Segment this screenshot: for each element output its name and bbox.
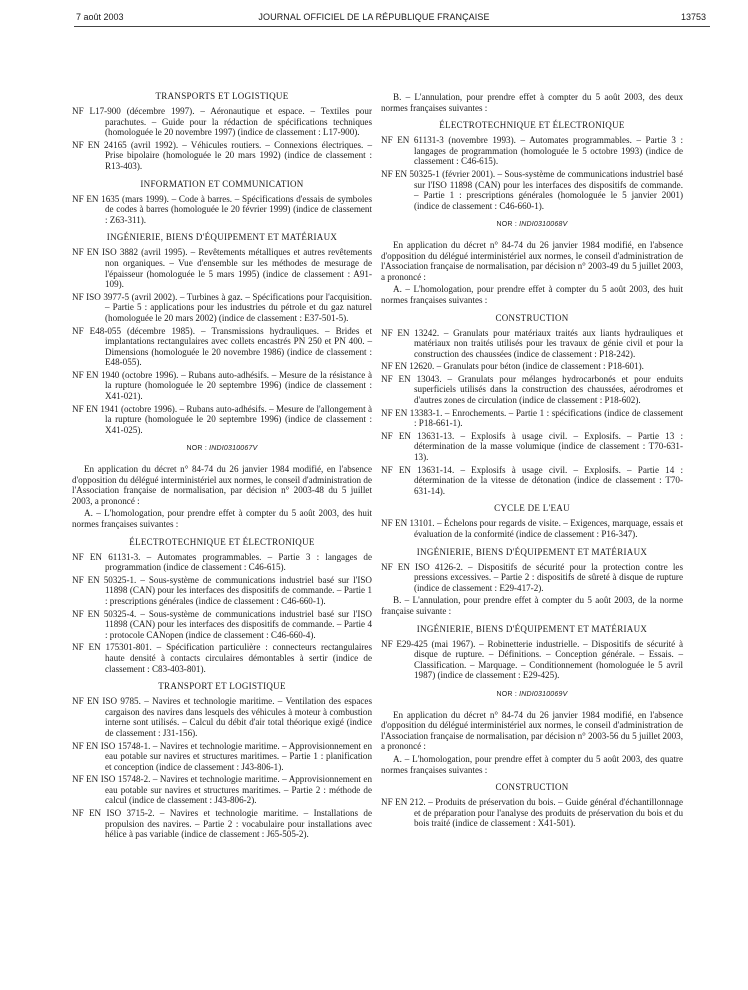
nor-label: NOR : bbox=[186, 445, 210, 453]
standard-entry: NF EN ISO 3715-2. – Navires et technologie maritime. – Installations de propulsion des navires. – Partie 2 : vocabulaire pour installations avec hélice à pas variable (indice de classement : J65-505-2). bbox=[72, 808, 372, 840]
section-heading: ÉLECTROTECHNIQUE ET ÉLECTRONIQUE bbox=[439, 120, 625, 131]
standard-entry: NF EN 13383-1. – Enrochements. – Partie 1 : spécifications (indice de classement : P18-661-1). bbox=[381, 407, 683, 429]
standard-entry: NF EN 61131-3. – Automates programmables. – Partie 3 : langages de programmation (indice de classement : C46-615). bbox=[72, 551, 372, 573]
standard-entry: NF EN 50325-4. – Sous-système de communications industriel basé sur l'ISO 11898 (CAN) pour les interfaces des dispositifs de commande. – Partie 4 : protocole CANopen (indice de classement : C46-660-4). bbox=[72, 608, 372, 640]
standard-entry: NF EN ISO 9785. – Navires et technologie maritime. – Ventilation des espaces cargaison des navires dans lesquels des véhicules à moteur à combustion interne sont utilisés. – Calcul du débit d'air total théorique exigé (indice de classement : J31-156). bbox=[72, 696, 372, 738]
standard-entry: NF EN 12620. – Granulats pour béton (indice de classement : P18-601). bbox=[381, 361, 644, 372]
nor-label: NOR : bbox=[496, 221, 520, 229]
body-paragraph: A. – L'homologation, pour prendre effet à compter du 5 août 2003, des huit normes françaises suivantes : bbox=[381, 284, 683, 305]
standard-entry: NF EN 50325-1 (février 2001). – Sous-système de communications industriel basé sur l'ISO 11898 (CAN) pour les interfaces des dispositifs de commande. – Partie 1 : prescriptions générales (homologuée le 5 janvier 2001) (indice de classement : C46-660-1). bbox=[381, 168, 683, 211]
standard-entry: NF EN 13101. – Échelons pour regards de visite. – Exigences, marquage, essais et évaluation de la conformité (indice de classement : P16-347). bbox=[381, 518, 683, 539]
section-heading: INGÉNIERIE, BIENS D'ÉQUIPEMENT ET MATÉRIAUX bbox=[416, 623, 648, 634]
nor-reference bbox=[72, 444, 372, 455]
standard-entry: NF EN 13631-14. – Explosifs à usage civil. – Explosifs. – Partie 14 : détermination de la vitesse de détonation (indice de classement : T70-631-14). bbox=[381, 464, 683, 496]
body-paragraph: En application du décret n° 84-74 du 26 janvier 1984 modifié, en l'absence d'opposition du délégué interministériel aux normes, le conseil d'administration de l'Association française de normalisation, par décision n° 2003-49 du 5 juillet 2003, a prononcé : bbox=[381, 239, 683, 282]
body-paragraph: B. – L'annulation, pour prendre effet à compter du 5 août 2003, de la norme française suivante : bbox=[381, 595, 683, 616]
standard-entry: NF ISO 3977-5 (avril 2002). – Turbines à gaz. – Spécifications pour l'acquisition. – Partie 5 : applications pour les industries du pétrole et du gaz naturel (homologuée le 20 mars 2002) (indice de classement : E37-501-5). bbox=[72, 291, 372, 323]
section-heading: ÉLECTROTECHNIQUE ET ÉLECTRONIQUE bbox=[129, 536, 315, 547]
right-column bbox=[381, 90, 683, 831]
issue-date: 7 août 2003 bbox=[76, 12, 124, 22]
section-heading: CYCLE DE L'EAU bbox=[494, 503, 570, 514]
standard-entry: NF EN 61131-3 (novembre 1993). – Automates programmables. – Partie 3 : langages de programmation (homologuée le 5 octobre 1993) (indice de classement : C46-615). bbox=[381, 135, 683, 167]
journal-title: JOURNAL OFFICIEL DE LA RÉPUBLIQUE FRANÇAISE bbox=[258, 12, 490, 22]
standard-entry: NF EN 24165 (avril 1992). – Véhicules routiers. – Connexions électriques. – Prise bipolaire (homologuée le 20 mars 1992) (indice de classement : R13-403). bbox=[72, 139, 372, 171]
nor-code: INDI0310067V bbox=[209, 445, 258, 453]
body-paragraph: B. – L'annulation, pour prendre effet à compter du 5 août 2003, des deux normes françaises suivantes : bbox=[381, 92, 683, 113]
nor-reference bbox=[381, 220, 683, 231]
nor-label: NOR : bbox=[496, 690, 520, 698]
standard-entry: NF EN ISO 4126-2. – Dispositifs de sécurité pour la protection contre les pressions excessives. – Partie 2 : dispositifs de sûreté à disque de rupture (indice de classement : E29-417-2). bbox=[381, 561, 683, 593]
standard-entry: NF EN 175301-801. – Spécification particulière : connecteurs rectangulaires haute densité à contacts circulaires démontables à sertir (indice de classement : C83-403-801). bbox=[72, 642, 372, 674]
standard-entry: NF EN ISO 15748-1. – Navires et technologie maritime. – Approvisionnement en eau potable sur navires et structures maritimes. – Partie 1 : planification et conception (indice de classement : J43-806-1). bbox=[72, 740, 372, 772]
standard-entry: NF EN 1635 (mars 1999). – Code à barres. – Spécifications d'essais de symboles de codes à barres (homologuée le 20 février 1999) (indice de classement : Z63-311). bbox=[72, 193, 372, 225]
standard-entry: NF EN 13043. – Granulats pour mélanges hydrocarbonés et pour enduits superficiels utilisés dans la construction des chaussées, aérodromes et d'autres zones de circulation (indice de classement : P18-602). bbox=[381, 373, 683, 406]
standard-entry: NF E29-425 (mai 1967). – Robinetterie industrielle. – Dispositifs de sécurité à disque de rupture. – Définitions. – Conception générale. – Essais. – Classification. – Marquage. – Conditionnement (homologuée le 5 avril 1987) (indice de classement : E29-425). bbox=[381, 638, 683, 681]
nor-code: INDI0310068V bbox=[519, 221, 568, 229]
standard-entry: NF EN 212. – Produits de préservation du bois. – Guide général d'échantillonnage et de préparation pour l'analyse des produits de préservation du bois et du bois traité (indice de classement : X41-501). bbox=[381, 797, 683, 829]
section-heading: CONSTRUCTION bbox=[495, 782, 569, 793]
body-paragraph: En application du décret n° 84-74 du 26 janvier 1984 modifié, en l'absence d'opposition du délégué interministériel aux normes, le conseil d'administration de l'Association française de normalisation, par décision n° 2003-48 du 5 juillet 2003, a prononcé : bbox=[72, 464, 372, 506]
section-heading: INGÉNIERIE, BIENS D'ÉQUIPEMENT ET MATÉRIAUX bbox=[416, 546, 648, 557]
standard-entry: NF EN 1940 (octobre 1996). – Rubans auto-adhésifs. – Mesure de la résistance à la rupture (homologuée le 20 septembre 1996) (indice de classement : X41-021). bbox=[72, 369, 372, 402]
standard-entry: NF L17-900 (décembre 1997). – Aéronautique et espace. – Textiles pour parachutes. – Guide pour la rédaction de spécifications techniques (homologuée le 20 novembre 1997) (indice de classement : L17-900). bbox=[72, 106, 372, 138]
body-paragraph: En application du décret n° 84-74 du 26 janvier 1984 modifié, en l'absence d'opposition du délégué interministériel aux normes, le conseil d'administration de l'Association française de normalisation, par décision n° 2003-56 du 5 juillet 2003, a prononcé : bbox=[381, 709, 683, 752]
body-paragraph: A. – L'homologation, pour prendre effet à compter du 5 août 2003, des quatre normes françaises suivantes : bbox=[381, 753, 683, 775]
standard-entry: NF EN ISO 15748-2. – Navires et technologie maritime. – Approvisionnement en eau potable sur navires et structures maritimes. – Partie 2 : méthode de calcul (indice de classement : J43-806-2). bbox=[72, 774, 372, 806]
standard-entry: NF EN 13631-13. – Explosifs à usage civil. – Explosifs. – Partie 13 : détermination de la masse volumique (indice de classement : T70-631-13). bbox=[381, 430, 683, 463]
section-heading: CONSTRUCTION bbox=[495, 312, 569, 323]
standard-entry: NF EN 13242. – Granulats pour matériaux traités aux liants hydrauliques et matériaux non traités utilisés pour les travaux de génie civil et pour la construction des chaussées (indice de classement : P18-242). bbox=[381, 327, 683, 359]
standard-entry: NF E48-055 (décembre 1985). – Transmissions hydrauliques. – Brides et implantations rectangulaires avec collets encastrés PN 250 et PN 400. – Dimensions (homologuée le 20 novembre 1986) (indice de classement : E48-055). bbox=[72, 325, 372, 368]
body-paragraph: A. – L'homologation, pour prendre effet à compter du 5 août 2003, des huit normes françaises suivantes : bbox=[72, 508, 372, 529]
left-column bbox=[72, 84, 372, 842]
page-header bbox=[0, 0, 748, 28]
page-number: 13753 bbox=[680, 12, 706, 22]
standard-entry: NF EN 50325-1. – Sous-système de communications industriel basé sur l'ISO 11898 (CAN) pour les interfaces des dispositifs de commande. – Partie 1 : prescriptions générales (indice de classement : C46-660-1). bbox=[72, 574, 372, 606]
section-heading: TRANSPORT ET LOGISTIQUE bbox=[158, 681, 286, 692]
nor-reference bbox=[381, 690, 683, 701]
nor-code: INDI0310069V bbox=[519, 690, 568, 698]
header-rule bbox=[74, 26, 710, 27]
section-heading: INFORMATION ET COMMUNICATION bbox=[140, 178, 304, 189]
standard-entry: NF EN 1941 (octobre 1996). – Rubans auto-adhésifs. – Mesure de l'allongement à la rupture (homologuée le 20 septembre 1996) (indice de classement : X41-025). bbox=[72, 403, 372, 435]
section-heading: INGÉNIERIE, BIENS D'ÉQUIPEMENT ET MATÉRIAUX bbox=[106, 232, 338, 243]
standard-entry: NF EN ISO 3882 (avril 1995). – Revêtements métalliques et autres revêtements non organiques. – Vue d'ensemble sur les méthodes de mesurage de l'épaisseur (homologuée le 5 mars 1995) (indice de classement : A91-109). bbox=[72, 247, 372, 290]
section-heading: TRANSPORTS ET LOGISTIQUE bbox=[155, 91, 289, 101]
